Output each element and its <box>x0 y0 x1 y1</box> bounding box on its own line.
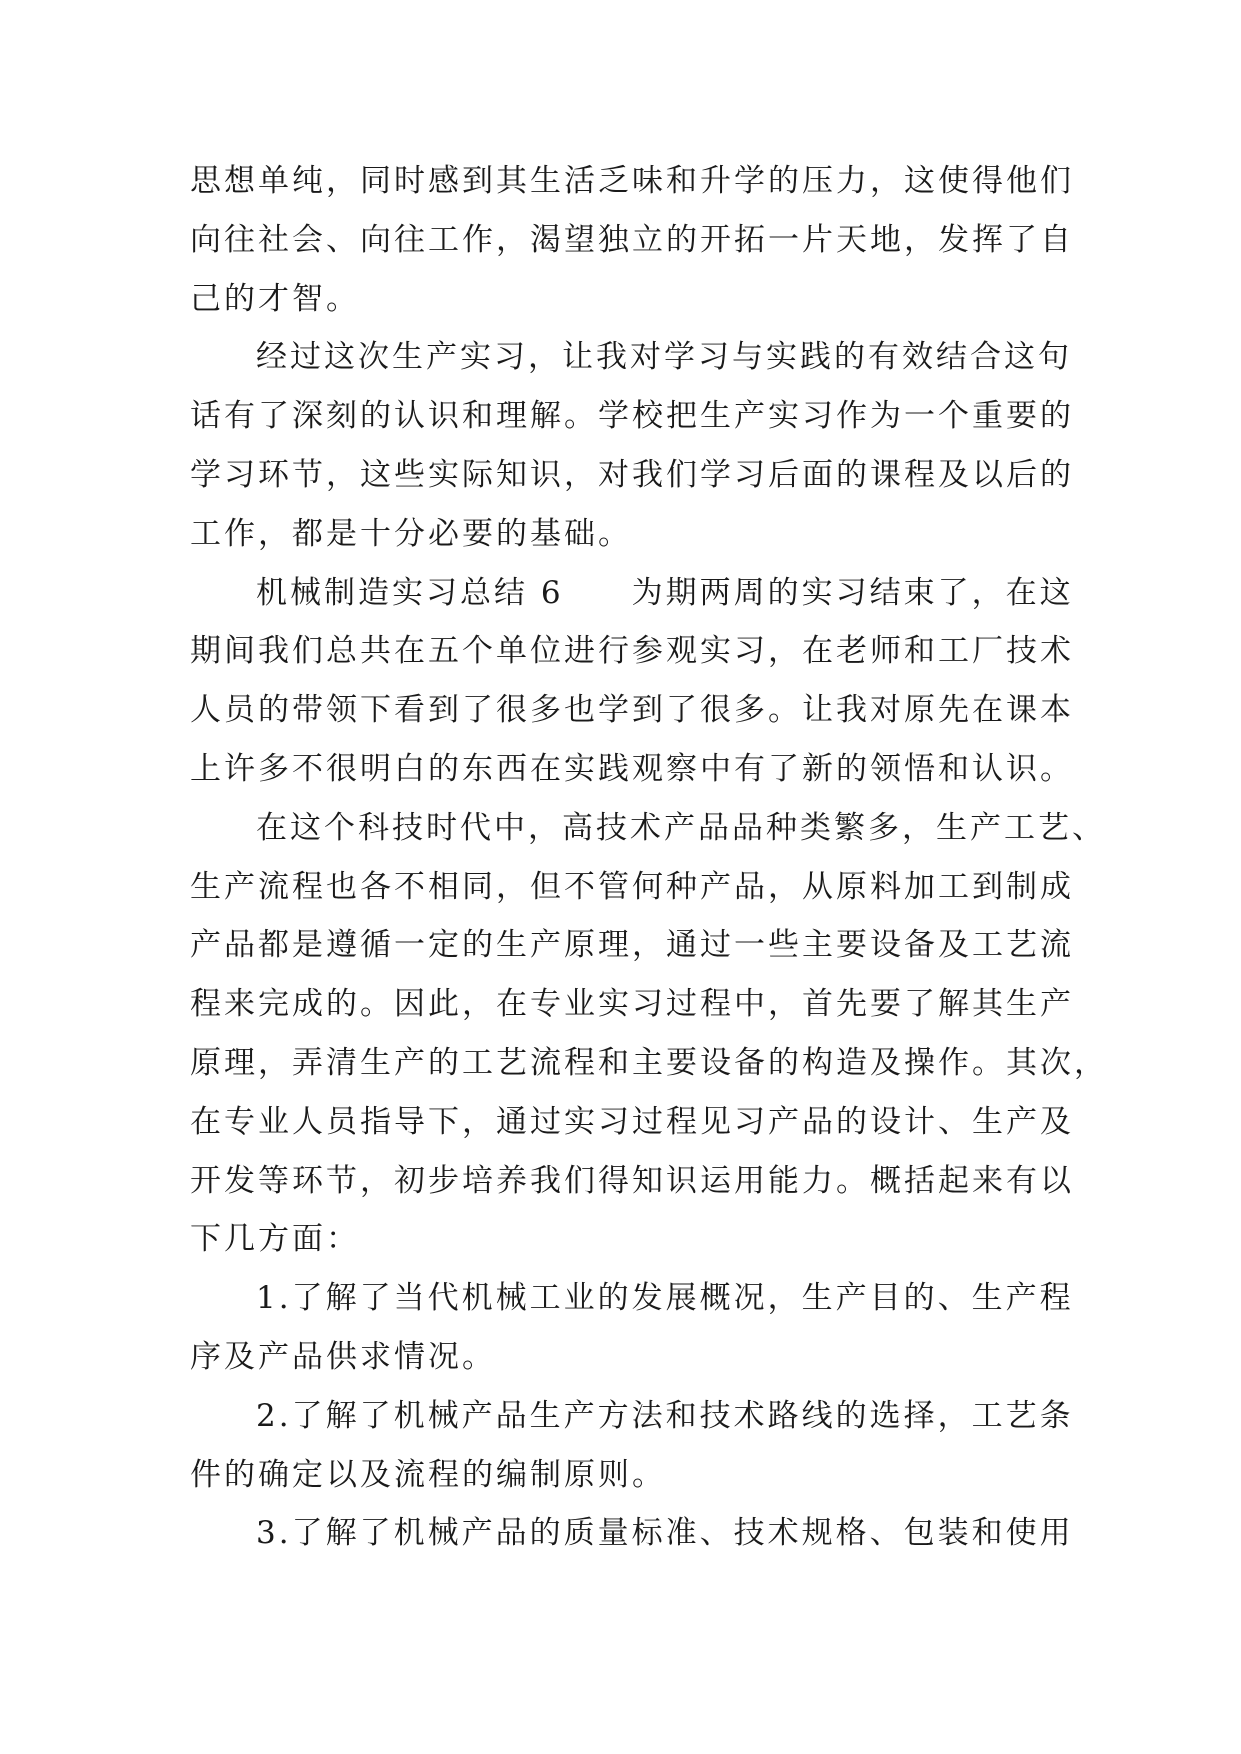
text-line: 工作，都是十分必要的基础。 <box>190 515 632 552</box>
text-line: 人员的带领下看到了很多也学到了很多。让我对原先在课本 <box>190 692 1074 729</box>
text-line: 下几方面： <box>190 1221 360 1258</box>
text-line: 思想单纯，同时感到其生活乏味和升学的压力，这使得他们 <box>190 163 1074 199</box>
text-line: 程来完成的。因此，在专业实习过程中，首先要了解其生产 <box>190 986 1074 1023</box>
text-line: 原理，弄清生产的工艺流程和主要设备的构造及操作。其次， <box>190 1044 1108 1081</box>
body-text <box>190 152 1108 1563</box>
list-item-1-first-line: 1.了解了当代机械工业的发展概况，生产目的、生产程 <box>256 1280 1074 1317</box>
text-line: 序及产品供求情况。 <box>190 1338 496 1375</box>
text-line: 上许多不很明白的东西在实践观察中有了新的领悟和认识。 <box>190 750 1074 787</box>
paragraph-first-line: 经过这次生产实习，让我对学习与实践的有效结合这句 <box>256 339 1072 376</box>
list-item-3-first-line: 3.了解了机械产品的质量标准、技术规格、包装和使用 <box>256 1515 1074 1552</box>
text-line: 己的才智。 <box>190 280 360 317</box>
text-line: 生产流程也各不相同，但不管何种产品，从原料加工到制成 <box>190 868 1074 905</box>
text-line: 开发等环节，初步培养我们得知识运用能力。概括起来有以 <box>190 1162 1074 1199</box>
text-line: 在专业人员指导下，通过实习过程见习产品的设计、生产及 <box>190 1103 1074 1140</box>
text-line: 产品都是遵循一定的生产原理，通过一些主要设备及工艺流 <box>190 927 1074 964</box>
section-heading-line: 机械制造实习总结 6 为期两周的实习结束了，在这 <box>256 574 1074 611</box>
text-line: 话有了深刻的认识和理解。学校把生产实习作为一个重要的 <box>190 398 1074 435</box>
text-line: 向往社会、向往工作，渴望独立的开拓一片天地，发挥了自 <box>190 221 1074 258</box>
list-item-2-first-line: 2.了解了机械产品生产方法和技术路线的选择，工艺条 <box>256 1397 1074 1434</box>
text-line: 件的确定以及流程的编制原则。 <box>190 1456 666 1493</box>
paragraph-first-line: 在这个科技时代中，高技术产品品种类繁多，生产工艺、 <box>256 809 1106 846</box>
text-line: 学习环节，这些实际知识，对我们学习后面的课程及以后的 <box>190 456 1074 493</box>
text-line: 期间我们总共在五个单位进行参观实习，在老师和工厂技术 <box>190 633 1074 670</box>
